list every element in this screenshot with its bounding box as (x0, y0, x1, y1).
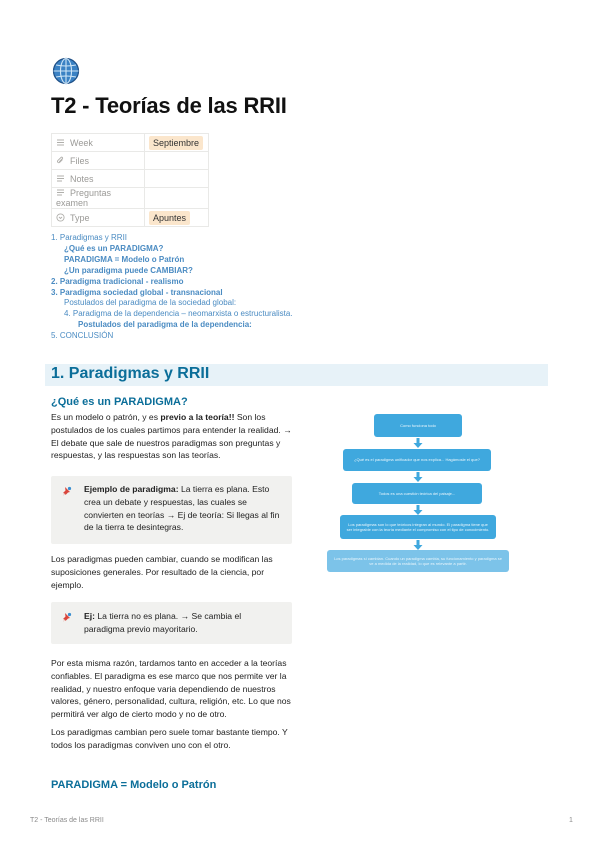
paragraph-cambiar: Los paradigmas pueden cambiar, cuando se modifican las suposiciones generales. Por resultado de la ciencia, por ejemplo. (51, 554, 273, 590)
property-row-notes[interactable] (52, 170, 209, 188)
toc-link[interactable]: Postulados del paradigma de la dependencia: (78, 320, 252, 330)
text-run: Son los postulados de los cuales partimos para entender la realidad. → El debate que sale de nuestros paradigmas son preguntas y respuestas, y las respuestas son las teorías. (51, 412, 292, 461)
paragraph-definition (51, 411, 296, 462)
toc-link[interactable]: 1. Paradigmas y RRII (51, 233, 128, 242)
list-icon (56, 174, 65, 183)
toc-link[interactable]: 3. Paradigma sociedad global - transnacional (51, 287, 223, 297)
arrow-down-icon (413, 438, 423, 448)
property-key: Notes (70, 173, 94, 184)
list-icon (56, 138, 65, 147)
footer-title: T2 - Teorías de las RRII (30, 817, 104, 824)
pushpin-icon (61, 612, 72, 623)
toc-link[interactable]: 4. Paradigma de la dependencia – neomarxista o estructuralista. (64, 309, 293, 319)
subheading-paradigma: ¿Qué es un PARADIGMA? (51, 396, 188, 408)
section-heading: 1. Paradigmas y RRII (51, 365, 210, 382)
flowchart-box: Los paradigmas son lo que teóricos integran al mundo. El paradigma tiene que ser integrable con la teoría mediante el compromiso con el tipo de conocimiento. (340, 515, 496, 539)
week-tag[interactable]: Septiembre (149, 136, 203, 150)
text-run-bold: previo a la teoría!! (160, 412, 235, 422)
paragraph-razon: Por esta misma razón, tardamos tanto en acceder a la teorías confiables. El paradigma es ese marco que nos permite ver la realidad, y nuestro enfoque varia dependiendo de nuestros valores, género, personalidad, cultura, religión, etc. Lo que nos permitirá ver algo de cierto modo y no de otro. (51, 658, 291, 720)
paperclip-icon (56, 156, 65, 165)
property-key: Week (70, 137, 93, 148)
text-run-bold: Ejemplo de paradigma: (84, 484, 179, 494)
globe-icon (51, 56, 81, 86)
arrow-down-icon (413, 540, 423, 550)
table-of-contents (51, 233, 293, 342)
text-run-bold: Ej: (84, 611, 95, 621)
callout-text (84, 610, 284, 636)
flowchart-box: Los paradigmas sí cambian. Cuando un paradigma cambia, su funcionamiento y paradigma se ve a medida de la realidad, lo que es relevante a partir. (327, 550, 509, 572)
property-key: Type (70, 212, 90, 223)
select-icon (56, 213, 65, 222)
type-tag[interactable]: Apuntes (149, 211, 190, 225)
page-title: T2 - Teorías de las RRII (51, 93, 287, 118)
property-row-type[interactable] (52, 209, 209, 227)
property-key: Preguntas examen (56, 188, 112, 208)
callout-text (84, 483, 284, 534)
property-row-files[interactable] (52, 152, 209, 170)
toc-link[interactable]: ¿Qué es un PARADIGMA? (64, 243, 164, 253)
list-icon (56, 188, 65, 197)
callout-example-2 (51, 602, 292, 644)
property-row-preguntas[interactable] (52, 188, 209, 209)
property-key: Files (70, 155, 90, 166)
toc-link[interactable]: 5. CONCLUSIÓN (51, 331, 114, 341)
flowchart-box: Todos es una cuestión teórica del paisaje... (352, 483, 482, 504)
flowchart-box: ¿Qué es el paradigma unificador que nos explica... Hagámosle el que? (343, 449, 491, 471)
toc-link[interactable]: ¿Un paradigma puede CAMBIAR? (64, 265, 193, 275)
text-run: Es un modelo o patrón, y es (51, 412, 161, 422)
arrow-down-icon (413, 472, 423, 482)
subheading-modelo: PARADIGMA = Modelo o Patrón (51, 779, 217, 791)
text-run: La tierra no es plana. → Se cambia el paradigma previo mayoritario. (84, 611, 242, 634)
paragraph-conviven: Los paradigmas cambian pero suele tomar bastante tiempo. Y todos los paradigmas conviven uno con el otro. (51, 727, 288, 750)
text-run: La tierra es plana. Esto crea un debate y respuestas, las cuales se convierten en teorías → Ej de teoría: Si llegas al fin de la tierra te desintegras. (84, 484, 280, 533)
pushpin-icon (61, 486, 72, 497)
arrow-down-icon (413, 505, 423, 515)
toc-link[interactable]: Postulados del paradigma de la sociedad global: (64, 298, 237, 308)
properties-table (51, 133, 209, 227)
callout-example (51, 476, 292, 544)
page-number: 1 (569, 817, 573, 824)
toc-link[interactable]: PARADIGMA = Modelo o Patrón (64, 254, 185, 264)
toc-link[interactable]: 2. Paradigma tradicional - realismo (51, 276, 184, 286)
flowchart-box: Como funciona todo (374, 414, 462, 437)
property-row-week[interactable] (52, 134, 209, 152)
